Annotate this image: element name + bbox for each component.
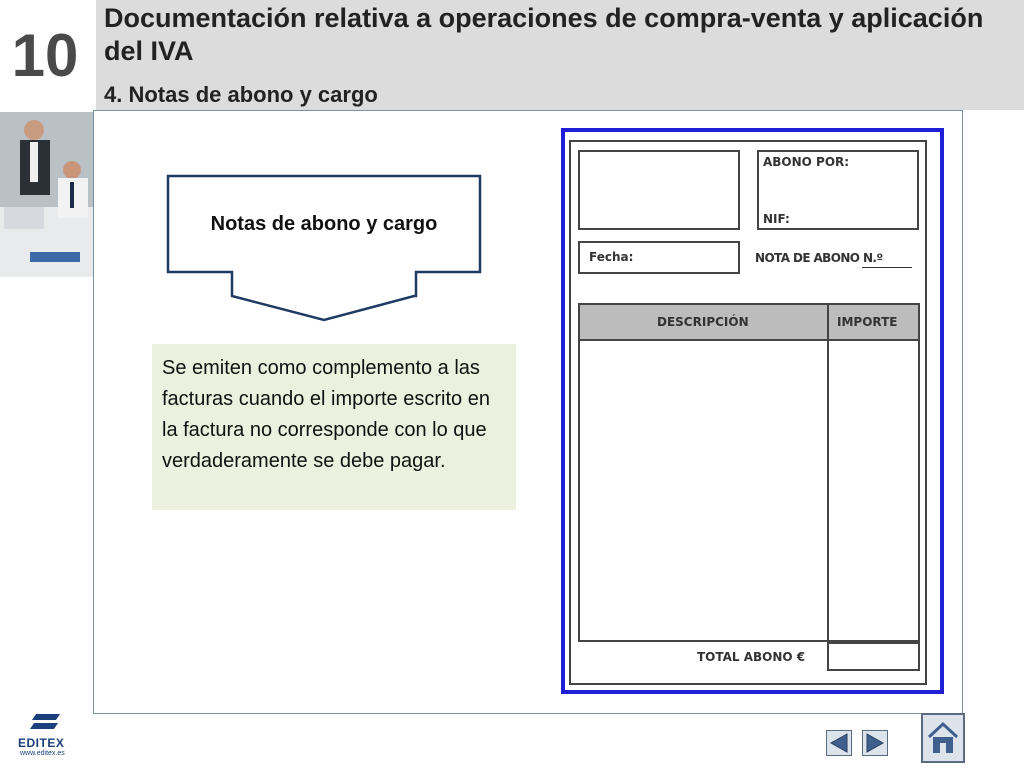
callout-label: Notas de abono y cargo [210,212,438,235]
nota-abono-label: NOTA DE ABONO N.º [755,251,883,265]
total-cell [827,642,920,671]
issuer-box [578,150,740,230]
chapter-number: 10 [11,21,79,89]
items-table [578,303,920,642]
fecha-label: Fecha: [589,250,634,264]
total-abono-label: TOTAL ABONO € [697,650,806,664]
page-title: Documentación relativa a operaciones de compra-venta y aplicación del IVA [104,3,984,66]
home-button[interactable] [921,713,965,763]
section-subtitle: 4. Notas de abono y cargo [104,82,378,107]
nota-number-line [862,267,912,268]
triangle-right-icon [863,731,887,755]
next-button[interactable] [862,730,888,756]
logo-url: www.editex.es [20,750,65,757]
previous-button[interactable] [826,730,852,756]
logo-name: EDITEX [18,736,65,750]
nif-label: NIF: [763,212,790,226]
home-icon [923,715,963,761]
abono-por-label: ABONO POR: [763,155,850,169]
col-descripcion: DESCRIPCIÓN [657,315,749,329]
triangle-left-icon [827,731,851,755]
col-importe: IMPORTE [837,315,898,329]
description-box: Se emiten como complemento a las facturas cuando el importe escrito en la factura no corresponde con lo que verdaderamente se debe pagar. [152,344,516,510]
column-divider [827,303,829,671]
business-people-photo [0,112,93,277]
